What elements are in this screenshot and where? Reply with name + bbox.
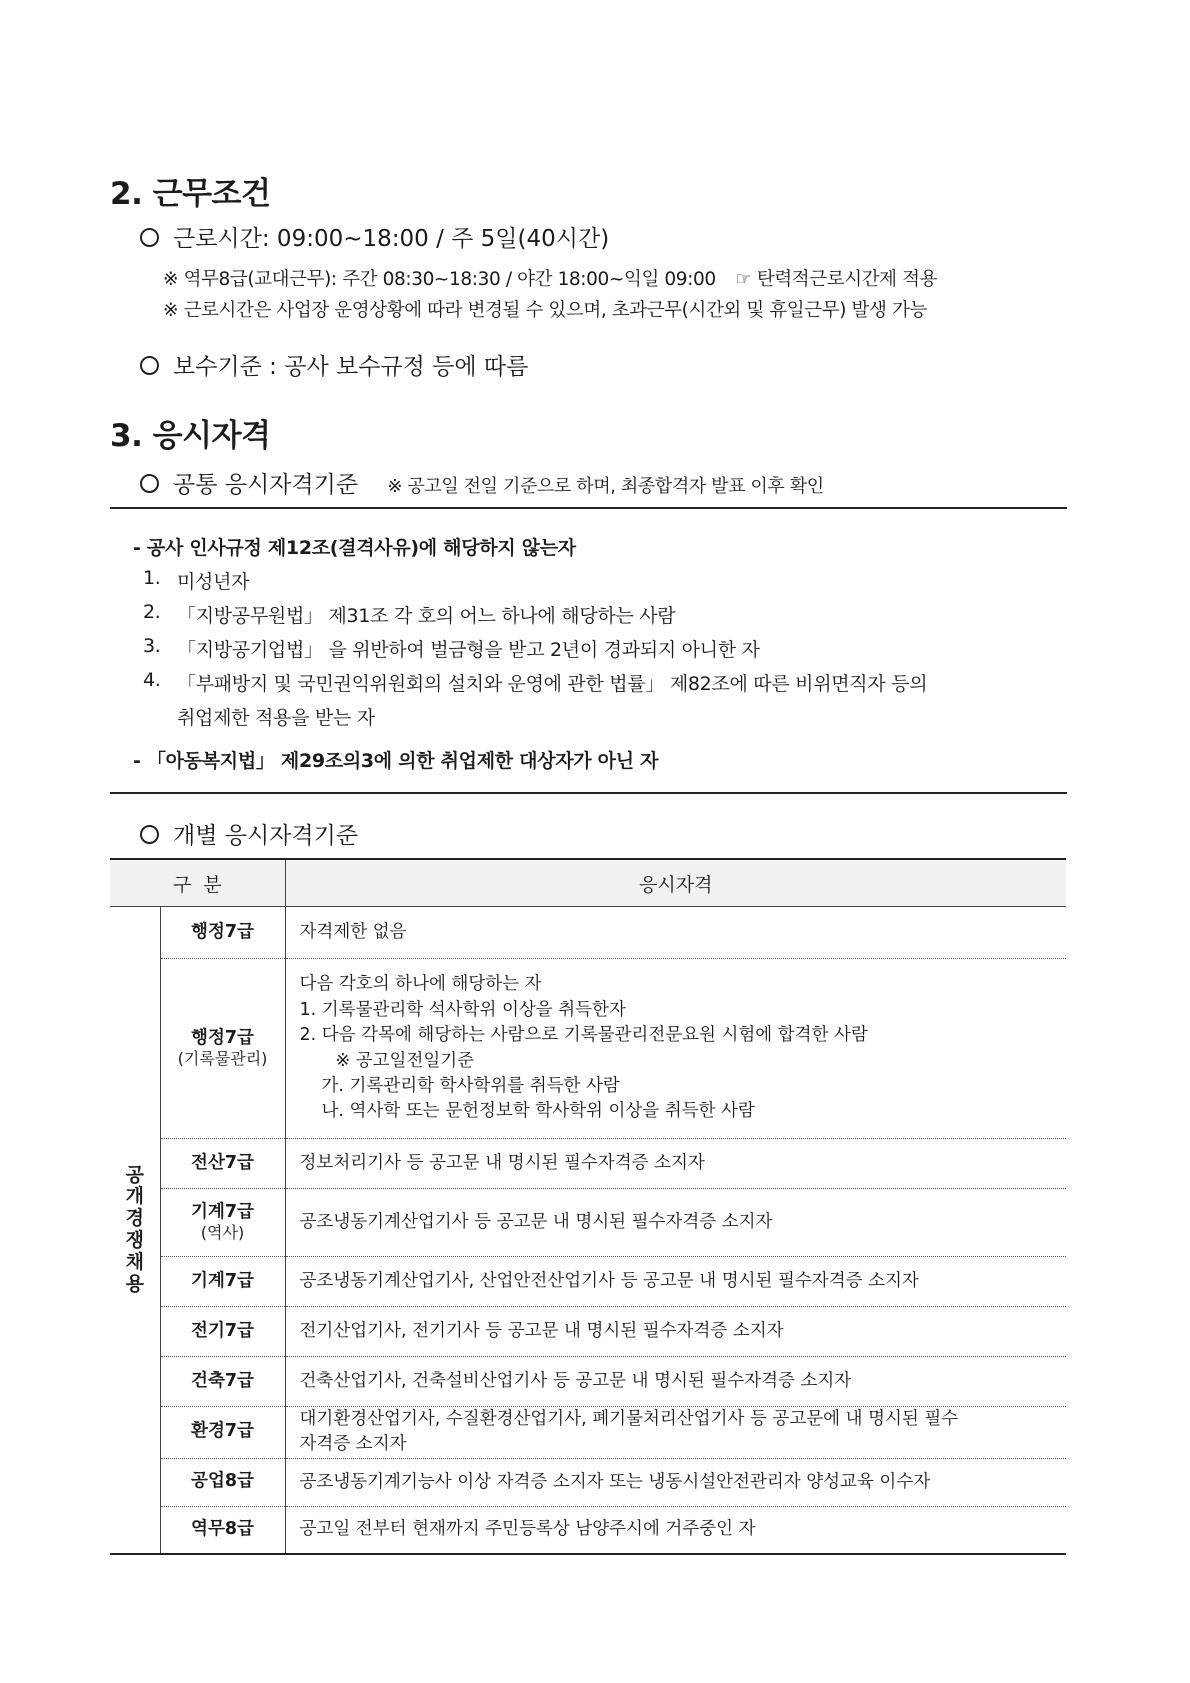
qualification-cell: 건축산업기사, 건축설비산업기사 등 공고문 내 명시된 필수자격증 소지자 <box>285 1357 1066 1407</box>
divider-bottom <box>110 792 1067 794</box>
category-cell: 행정7급 (기록물관리) <box>160 959 285 1139</box>
flex-time-note: ☞ 탄력적근로시간제 적용 <box>735 269 938 290</box>
qualification-cell: 자격제한 없음 <box>285 907 1066 959</box>
category-cell: 건축7급 <box>160 1357 285 1407</box>
individual-heading-text: 개별 응시자격기준 <box>173 823 359 849</box>
category-cell: 전산7급 <box>160 1139 285 1189</box>
category-cell: 환경7급 <box>160 1407 285 1459</box>
disqualification-rule: - 공사 인사규정 제12조(결격사유)에 해당하지 않는자 <box>133 537 576 559</box>
qualification-cell: 공조냉동기계산업기사 등 공고문 내 명시된 필수자격증 소지자 <box>285 1189 1066 1257</box>
table-row <box>110 907 1066 959</box>
category-cell: 기계7급 <box>160 1257 285 1307</box>
qualification-cell: 다음 각호의 하나에 해당하는 자 1. 기록물관리학 석사학위 이상을 취득한자 2. 다음 각목에 해당하는 사람으로 기록물관리전문요원 시험에 합격한 사람 ※ 공고일전일기준 가. 기록관리학 학사학위를 취득한 사람 나. 역사학 또는 문헌정보학 학사학위 이상을 취득한 사람 <box>285 959 1066 1139</box>
divider-top <box>110 507 1067 509</box>
disqualification-list <box>143 567 1063 737</box>
individual-qualification-heading <box>140 817 358 850</box>
work-hours-item <box>140 220 609 253</box>
common-note: ※ 공고일 전일 기준으로 하며, 최종합격자 발표 이후 확인 <box>387 476 824 497</box>
table-row <box>110 1139 1066 1189</box>
qualification-cell: 전기산업기사, 전기기사 등 공고문 내 명시된 필수자격증 소지자 <box>285 1307 1066 1357</box>
list-item: 3. 「지방공기업법」 을 위반하여 벌금형을 받고 2년이 경과되지 아니한 자 <box>143 635 760 661</box>
recruitment-type-cell: 공 개 경 쟁 채 용 <box>110 907 160 1555</box>
category-cell: 역무8급 <box>160 1506 285 1554</box>
table-header-row <box>110 859 1066 907</box>
pay-text: 보수기준 : 공사 보수규정 등에 따름 <box>173 354 529 380</box>
list-item-continued: 취업제한 적용을 받는 자 <box>177 707 375 729</box>
work-hours-text: 근로시간: 09:00~18:00 / 주 5일(40시간) <box>173 226 610 252</box>
pay-item <box>140 348 528 381</box>
category-cell: 공업8급 <box>160 1458 285 1506</box>
child-welfare-rule: - 「아동복지법」 제29조의3에 의한 취업제한 대상자가 아닌 자 <box>133 750 659 772</box>
table-row <box>110 1407 1066 1459</box>
table-row <box>110 1458 1066 1506</box>
section-2-title: 2. 근무조건 <box>110 176 271 212</box>
common-qualification-heading <box>140 466 824 499</box>
bullet-circle-icon <box>140 228 159 247</box>
shift-note-text: ※ 역무8급(교대근무): 주간 08:30~18:30 / 야간 18:00~익일 09:00 <box>163 269 716 290</box>
category-cell: 기계7급 (역사) <box>160 1189 285 1257</box>
table-row <box>110 1506 1066 1554</box>
qualification-cell: 공고일 전부터 현재까지 주민등록상 남양주시에 거주중인 자 <box>285 1506 1066 1554</box>
table-row <box>110 1257 1066 1307</box>
section-3-title: 3. 응시자격 <box>110 418 271 454</box>
qualification-cell: 대기환경산업기사, 수질환경산업기사, 폐기물처리산업기사 등 공고문에 내 명시된 필수 자격증 소지자 <box>285 1407 1066 1459</box>
header-category: 구 분 <box>110 859 285 907</box>
qualification-cell: 공조냉동기계기능사 이상 자격증 소지자 또는 냉동시설안전관리자 양성교육 이수자 <box>285 1458 1066 1506</box>
table-row <box>110 1357 1066 1407</box>
overtime-note: ※ 근로시간은 사업장 운영상황에 따라 변경될 수 있으며, 초과근무(시간외 및 휴일근무) 발생 가능 <box>163 300 927 321</box>
list-item: 1. 미성년자 <box>143 567 250 593</box>
list-item: 2. 「지방공무원법」 제31조 각 호의 어느 하나에 해당하는 사람 <box>143 601 676 627</box>
shift-note <box>163 265 937 291</box>
table-row <box>110 959 1066 1139</box>
qualification-cell: 공조냉동기계산업기사, 산업안전산업기사 등 공고문 내 명시된 필수자격증 소지자 <box>285 1257 1066 1307</box>
bullet-circle-icon <box>140 825 159 844</box>
list-item: 4. 「부패방지 및 국민권익위원회의 설치와 운영에 관한 법률」 제82조에 따른 비위면직자 등의 <box>143 669 928 695</box>
common-heading-text: 공통 응시자격기준 <box>173 472 359 498</box>
bullet-circle-icon <box>140 474 159 493</box>
qualification-table <box>110 858 1066 1555</box>
qualification-cell: 정보처리기사 등 공고문 내 명시된 필수자격증 소지자 <box>285 1139 1066 1189</box>
category-cell: 행정7급 <box>160 907 285 959</box>
category-cell: 전기7급 <box>160 1307 285 1357</box>
header-qualification: 응시자격 <box>285 859 1066 907</box>
bullet-circle-icon <box>140 356 159 375</box>
table-row <box>110 1189 1066 1257</box>
table-row <box>110 1307 1066 1357</box>
